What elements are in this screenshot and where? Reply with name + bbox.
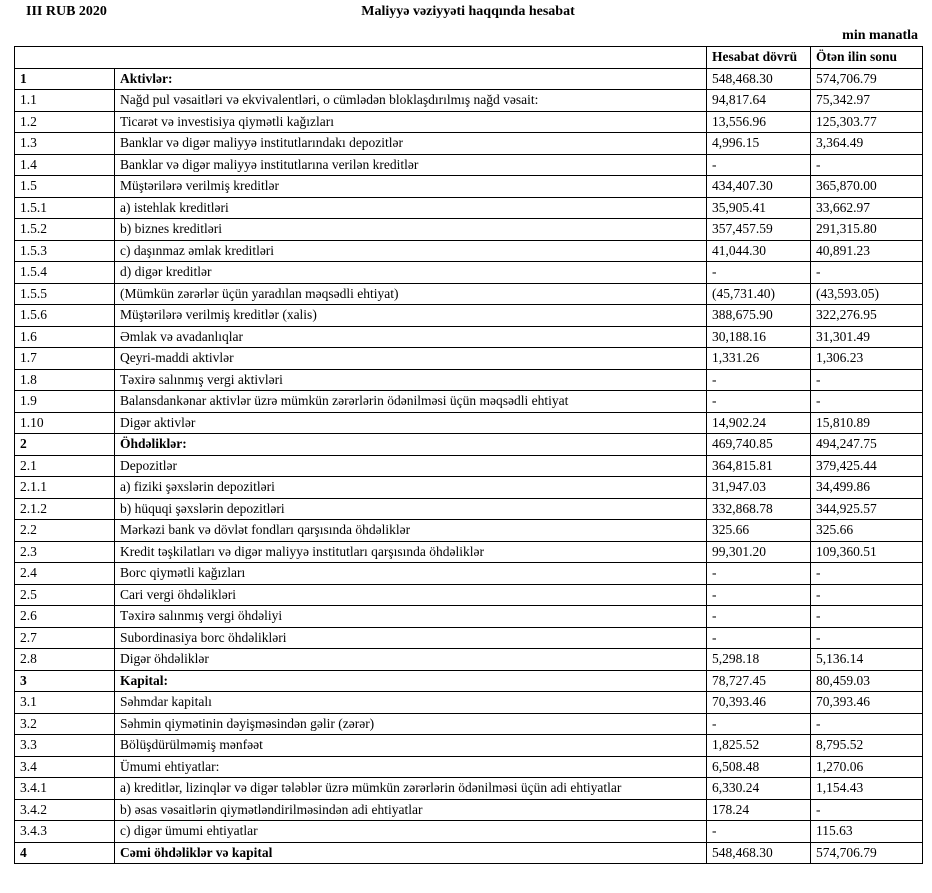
row-label: Aktivlər:	[115, 68, 707, 90]
table-row	[15, 520, 923, 542]
row-number: 1.5.1	[15, 197, 115, 219]
value-previous-period: -	[811, 799, 923, 821]
row-label: Cari vergi öhdəlikləri	[115, 584, 707, 606]
row-number: 1.5.3	[15, 240, 115, 262]
row-number: 1.6	[15, 326, 115, 348]
value-current-period: 325.66	[707, 520, 811, 542]
table-row	[15, 756, 923, 778]
value-previous-period: 40,891.23	[811, 240, 923, 262]
row-number: 3.4	[15, 756, 115, 778]
value-previous-period: 574,706.79	[811, 68, 923, 90]
value-previous-period: -	[811, 154, 923, 176]
row-number: 3.4.3	[15, 821, 115, 843]
row-number: 4	[15, 842, 115, 864]
row-number: 3.4.1	[15, 778, 115, 800]
table-row	[15, 90, 923, 112]
value-previous-period: 115.63	[811, 821, 923, 843]
row-label: a) istehlak kreditləri	[115, 197, 707, 219]
row-number: 2	[15, 434, 115, 456]
value-previous-period: 1,306.23	[811, 348, 923, 370]
row-label: Əmlak və avadanlıqlar	[115, 326, 707, 348]
row-label: Kredit təşkilatları və digər maliyyə institutları qarşısında öhdəliklər	[115, 541, 707, 563]
value-current-period: -	[707, 563, 811, 585]
row-label: b) əsas vəsaitlərin qiymətləndirilməsindən adi ehtiyatlar	[115, 799, 707, 821]
value-previous-period: 109,360.51	[811, 541, 923, 563]
row-number: 1.4	[15, 154, 115, 176]
table-row	[15, 627, 923, 649]
row-label: Digər öhdəliklər	[115, 649, 707, 671]
value-previous-period: 31,301.49	[811, 326, 923, 348]
value-current-period: 5,298.18	[707, 649, 811, 671]
value-current-period: 332,868.78	[707, 498, 811, 520]
value-previous-period: 1,154.43	[811, 778, 923, 800]
unit-label: min manatla	[842, 28, 918, 43]
table-row	[15, 821, 923, 843]
row-label: c) digər ümumi ehtiyatlar	[115, 821, 707, 843]
row-label: Depozitlər	[115, 455, 707, 477]
row-number: 1.5.4	[15, 262, 115, 284]
row-number: 1.2	[15, 111, 115, 133]
value-current-period: 178.24	[707, 799, 811, 821]
table-row	[15, 283, 923, 305]
value-current-period: 99,301.20	[707, 541, 811, 563]
table-row	[15, 713, 923, 735]
row-number: 2.7	[15, 627, 115, 649]
table-row	[15, 326, 923, 348]
report-quarter: III RUB 2020	[26, 4, 107, 19]
row-number: 3.3	[15, 735, 115, 757]
value-current-period: 1,331.26	[707, 348, 811, 370]
table-row	[15, 369, 923, 391]
row-label: d) digər kreditlər	[115, 262, 707, 284]
report-header	[14, 4, 922, 26]
table-row	[15, 584, 923, 606]
value-previous-period: 574,706.79	[811, 842, 923, 864]
row-number: 2.1	[15, 455, 115, 477]
value-previous-period: -	[811, 262, 923, 284]
value-current-period: -	[707, 713, 811, 735]
row-label: a) kreditlər, lizinqlər və digər tələblər üzrə mümkün zərərlərin ödənilməsi üçün adi ehtiyatlar	[115, 778, 707, 800]
table-row	[15, 262, 923, 284]
row-label: Ticarət və investisiya qiymətli kağızları	[115, 111, 707, 133]
table-row	[15, 606, 923, 628]
value-previous-period: 70,393.46	[811, 692, 923, 714]
row-number: 1.1	[15, 90, 115, 112]
value-current-period: 13,556.96	[707, 111, 811, 133]
row-number: 1.5.5	[15, 283, 115, 305]
value-previous-period: 75,342.97	[811, 90, 923, 112]
header-empty-cell	[15, 47, 707, 69]
value-current-period: 434,407.30	[707, 176, 811, 198]
table-row	[15, 391, 923, 413]
row-label: Borc qiymətli kağızları	[115, 563, 707, 585]
table-row	[15, 412, 923, 434]
row-label: Kapital:	[115, 670, 707, 692]
table-row	[15, 498, 923, 520]
row-label: Müştərilərə verilmiş kreditlər (xalis)	[115, 305, 707, 327]
value-current-period: 548,468.30	[707, 68, 811, 90]
value-previous-period: 5,136.14	[811, 649, 923, 671]
row-number: 2.5	[15, 584, 115, 606]
value-previous-period: 15,810.89	[811, 412, 923, 434]
value-previous-period: -	[811, 713, 923, 735]
row-number: 1.5.2	[15, 219, 115, 241]
value-current-period: 1,825.52	[707, 735, 811, 757]
table-row	[15, 240, 923, 262]
row-number: 1.8	[15, 369, 115, 391]
row-number: 2.6	[15, 606, 115, 628]
row-number: 1.3	[15, 133, 115, 155]
table-row	[15, 154, 923, 176]
value-previous-period: 325.66	[811, 520, 923, 542]
value-previous-period: -	[811, 563, 923, 585]
row-number: 3.4.2	[15, 799, 115, 821]
value-current-period: 70,393.46	[707, 692, 811, 714]
value-current-period: 357,457.59	[707, 219, 811, 241]
row-number: 2.8	[15, 649, 115, 671]
value-current-period: 14,902.24	[707, 412, 811, 434]
table-header-row	[15, 47, 923, 69]
row-label: Təxirə salınmış vergi öhdəliyi	[115, 606, 707, 628]
table-row	[15, 563, 923, 585]
table-row	[15, 197, 923, 219]
value-previous-period: 34,499.86	[811, 477, 923, 499]
table-row	[15, 434, 923, 456]
table-row	[15, 68, 923, 90]
row-number: 3.2	[15, 713, 115, 735]
value-current-period: -	[707, 369, 811, 391]
table-row	[15, 735, 923, 757]
value-current-period: 548,468.30	[707, 842, 811, 864]
row-number: 3.1	[15, 692, 115, 714]
value-current-period: 78,727.45	[707, 670, 811, 692]
row-label: Bölüşdürülməmiş mənfəət	[115, 735, 707, 757]
table-row	[15, 799, 923, 821]
row-label: Səhmin qiymətinin dəyişməsindən gəlir (zərər)	[115, 713, 707, 735]
table-row	[15, 111, 923, 133]
value-previous-period: -	[811, 369, 923, 391]
row-number: 1.10	[15, 412, 115, 434]
value-previous-period: 3,364.49	[811, 133, 923, 155]
value-current-period: -	[707, 584, 811, 606]
table-body	[15, 68, 923, 864]
value-current-period: -	[707, 627, 811, 649]
row-label: Subordinasiya borc öhdəlikləri	[115, 627, 707, 649]
value-current-period: 364,815.81	[707, 455, 811, 477]
value-previous-period: -	[811, 627, 923, 649]
value-previous-period: 1,270.06	[811, 756, 923, 778]
value-previous-period: 125,303.77	[811, 111, 923, 133]
row-label: b) biznes kreditləri	[115, 219, 707, 241]
header-previous-period: Ötən ilin sonu	[811, 47, 923, 69]
table-row	[15, 477, 923, 499]
row-label: c) daşınmaz əmlak kreditləri	[115, 240, 707, 262]
row-label: Cəmi öhdəliklər və kapital	[115, 842, 707, 864]
value-current-period: -	[707, 606, 811, 628]
value-current-period: 469,740.85	[707, 434, 811, 456]
header-current-period: Hesabat dövrü	[707, 47, 811, 69]
table-row	[15, 455, 923, 477]
table-row	[15, 176, 923, 198]
row-label: Qeyri-maddi aktivlər	[115, 348, 707, 370]
value-previous-period: 379,425.44	[811, 455, 923, 477]
table-row	[15, 305, 923, 327]
value-previous-period: 344,925.57	[811, 498, 923, 520]
value-current-period: 6,330.24	[707, 778, 811, 800]
value-current-period: 4,996.15	[707, 133, 811, 155]
table-row	[15, 842, 923, 864]
table-row	[15, 670, 923, 692]
table-row	[15, 649, 923, 671]
row-number: 1.5	[15, 176, 115, 198]
value-previous-period: -	[811, 584, 923, 606]
value-current-period: -	[707, 391, 811, 413]
row-label: Balansdankənar aktivlər üzrə mümkün zərərlərin ödənilməsi üçün məqsədli ehtiyat	[115, 391, 707, 413]
row-label: Nağd pul vəsaitləri və ekvivalentləri, o cümlədən bloklaşdırılmış nağd vəsait:	[115, 90, 707, 112]
value-current-period: -	[707, 821, 811, 843]
row-number: 1.9	[15, 391, 115, 413]
table-row	[15, 133, 923, 155]
report-title: Maliyyə vəziyyəti haqqında hesabat	[361, 4, 575, 19]
value-previous-period: -	[811, 391, 923, 413]
value-previous-period: 8,795.52	[811, 735, 923, 757]
value-previous-period: 80,459.03	[811, 670, 923, 692]
row-label: (Mümkün zərərlər üçün yaradılan məqsədli ehtiyat)	[115, 283, 707, 305]
value-previous-period: (43,593.05)	[811, 283, 923, 305]
row-label: Müştərilərə verilmiş kreditlər	[115, 176, 707, 198]
row-number: 3	[15, 670, 115, 692]
value-previous-period: 365,870.00	[811, 176, 923, 198]
row-number: 1.5.6	[15, 305, 115, 327]
row-label: a) fiziki şəxslərin depozitləri	[115, 477, 707, 499]
value-current-period: 30,188.16	[707, 326, 811, 348]
row-label: Öhdəliklər:	[115, 434, 707, 456]
row-number: 2.1.2	[15, 498, 115, 520]
table-row	[15, 692, 923, 714]
table-row	[15, 541, 923, 563]
row-number: 2.2	[15, 520, 115, 542]
value-current-period: 31,947.03	[707, 477, 811, 499]
financial-position-table	[14, 46, 923, 864]
row-label: Təxirə salınmış vergi aktivləri	[115, 369, 707, 391]
value-current-period: 6,508.48	[707, 756, 811, 778]
value-previous-period: 494,247.75	[811, 434, 923, 456]
row-label: Ümumi ehtiyatlar:	[115, 756, 707, 778]
value-current-period: 388,675.90	[707, 305, 811, 327]
row-label: Banklar və digər maliyyə institutlarına verilən kreditlər	[115, 154, 707, 176]
value-current-period: (45,731.40)	[707, 283, 811, 305]
value-previous-period: 291,315.80	[811, 219, 923, 241]
row-number: 1	[15, 68, 115, 90]
value-previous-period: 322,276.95	[811, 305, 923, 327]
row-label: Banklar və digər maliyyə institutlarındakı depozitlər	[115, 133, 707, 155]
table-row	[15, 778, 923, 800]
row-number: 1.7	[15, 348, 115, 370]
value-previous-period: -	[811, 606, 923, 628]
row-number: 2.3	[15, 541, 115, 563]
row-label: Mərkəzi bank və dövlət fondları qarşısında öhdəliklər	[115, 520, 707, 542]
row-number: 2.1.1	[15, 477, 115, 499]
row-number: 2.4	[15, 563, 115, 585]
row-label: b) hüquqi şəxslərin depozitləri	[115, 498, 707, 520]
value-current-period: -	[707, 154, 811, 176]
value-previous-period: 33,662.97	[811, 197, 923, 219]
value-current-period: 41,044.30	[707, 240, 811, 262]
value-current-period: 94,817.64	[707, 90, 811, 112]
row-label: Səhmdar kapitalı	[115, 692, 707, 714]
value-current-period: 35,905.41	[707, 197, 811, 219]
table-row	[15, 219, 923, 241]
table-row	[15, 348, 923, 370]
row-label: Digər aktivlər	[115, 412, 707, 434]
value-current-period: -	[707, 262, 811, 284]
